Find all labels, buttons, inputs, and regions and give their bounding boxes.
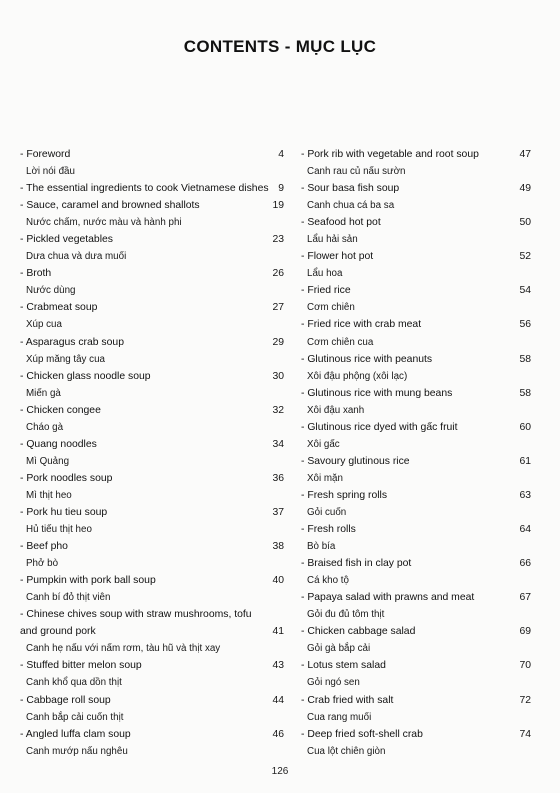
- toc-entry-title: - Broth: [20, 268, 52, 280]
- toc-entry-title: - Pickled vegetables: [20, 234, 113, 246]
- toc-entry-page: 58: [519, 387, 531, 399]
- toc-entry-title: - Seafood hot pot: [301, 217, 381, 229]
- toc-entry-page: 23: [272, 234, 284, 246]
- toc-entry-subtitle: [20, 385, 260, 402]
- toc-entry-subtitle: [301, 197, 531, 214]
- toc-entry-vietnamese: Gỏi đu đủ tôm thịt: [307, 609, 385, 621]
- toc-entry-vietnamese: Nước chấm, nước màu và hành phi: [26, 217, 182, 229]
- toc-entry-page: 29: [272, 336, 284, 348]
- toc-entry-title: - Cabbage roll soup: [20, 694, 111, 706]
- toc-entry-page: 26: [272, 268, 284, 280]
- toc-entry: [20, 180, 284, 197]
- toc-entry-vietnamese: Mì Quảng: [26, 455, 70, 467]
- toc-entry: [301, 180, 531, 197]
- toc-entry-page: 58: [519, 353, 531, 365]
- toc-entry-vietnamese: Xúp măng tây cua: [26, 353, 105, 365]
- toc-entry-subtitle: [20, 709, 260, 726]
- toc-entry-vietnamese: Gỏi gà bắp cải: [307, 643, 371, 655]
- toc-entry-title: - Foreword: [20, 149, 71, 160]
- toc-entry-subtitle: [20, 743, 260, 760]
- toc-entry-title: - Deep fried soft-shell crab: [301, 728, 423, 740]
- toc-entry-page: 52: [519, 251, 531, 263]
- toc-entry-subtitle: [301, 436, 531, 453]
- toc-entry-title: - Angled luffa clam soup: [20, 728, 131, 740]
- toc-entry-subtitle: [301, 504, 531, 521]
- toc-entry-subtitle: [20, 282, 260, 299]
- toc-entry: [301, 555, 531, 572]
- toc-entry-subtitle: [20, 589, 260, 606]
- toc-entry-subtitle: [20, 351, 260, 368]
- toc-entry: [301, 726, 531, 743]
- toc-entry: [301, 351, 531, 368]
- toc-entry-subtitle: [301, 572, 531, 589]
- toc-entry-subtitle: [20, 214, 260, 231]
- toc-entry: [20, 726, 284, 743]
- toc-entry-vietnamese: Mì thịt heo: [26, 489, 72, 501]
- toc-entry-vietnamese: Cua rang muối: [307, 711, 372, 723]
- toc-entry-page: 54: [519, 285, 531, 297]
- toc-entry: [20, 265, 284, 282]
- toc-left-column: [20, 146, 284, 760]
- toc-entry-vietnamese: Canh hẹ nấu với nấm rơm, tàu hũ và thịt xay: [26, 643, 221, 655]
- toc-entry-title: - Asparagus crab soup: [20, 336, 124, 348]
- toc-entry: [301, 623, 531, 640]
- toc-entry-subtitle: [301, 709, 531, 726]
- toc-entry-subtitle: [20, 419, 260, 436]
- toc-entry: [301, 487, 531, 504]
- toc-entry: [301, 453, 531, 470]
- toc-entry: [301, 589, 531, 606]
- toc-entry-title: - Savoury glutinous rice: [301, 455, 410, 467]
- toc-entry-vietnamese: Canh rau củ nấu sườn: [307, 166, 406, 178]
- toc-entry-vietnamese: Xôi mặn: [307, 472, 343, 484]
- toc-entry: [301, 657, 531, 674]
- toc-entry-vietnamese: Cơm chiên: [307, 302, 355, 314]
- toc-entry-title: - Chicken congee: [20, 404, 101, 416]
- toc-entry-page: 49: [519, 183, 531, 195]
- toc-entry-title: - Fried rice with crab meat: [301, 319, 422, 331]
- toc-entry: [20, 146, 284, 163]
- toc-entry-vietnamese: Canh chua cá ba sa: [307, 200, 395, 212]
- toc-entry-title: - Sour basa fish soup: [301, 183, 400, 195]
- toc-entry-subtitle: [20, 521, 260, 538]
- toc-entry-subtitle: [301, 640, 531, 657]
- toc-entry-title: - Chicken cabbage salad: [301, 626, 416, 638]
- toc-entry: [20, 470, 284, 487]
- toc-entry-vietnamese: Canh khổ qua dồn thịt: [26, 677, 122, 689]
- toc-entry-subtitle: [301, 470, 531, 487]
- toc-entry-vietnamese: Lời nói đầu: [26, 166, 75, 178]
- toc-entry: [20, 368, 284, 385]
- toc-entry-subtitle: [20, 453, 260, 470]
- toc-entry-subtitle: [301, 299, 531, 316]
- toc-entry-subtitle: [301, 334, 531, 351]
- toc-entry-page: 36: [272, 472, 284, 484]
- toc-entry-title: - The essential ingredients to cook Vietnamese dishes: [20, 183, 269, 195]
- toc-entry-page: 63: [519, 489, 531, 501]
- toc-entry-title: - Pumpkin with pork ball soup: [20, 575, 156, 587]
- toc-entry-page: 47: [519, 149, 531, 160]
- toc-entry: [20, 538, 284, 555]
- toc-entry-page: 69: [519, 626, 531, 638]
- toc-entry-title: - Pork rib with vegetable and root soup: [301, 149, 479, 160]
- toc-entry: [301, 282, 531, 299]
- toc-entry-page: 19: [272, 200, 284, 212]
- toc-entry-title: - Fresh spring rolls: [301, 489, 388, 501]
- toc-entry: [20, 623, 284, 640]
- toc-entry-page: 9: [278, 183, 284, 195]
- toc-entry-page: 40: [272, 575, 284, 587]
- toc-entry-page: 34: [272, 438, 284, 450]
- toc-entry-vietnamese: Cua lột chiên giòn: [307, 745, 386, 757]
- toc-entry-page: 50: [519, 217, 531, 229]
- page-title: CONTENTS - MỤC LỤC: [183, 37, 377, 56]
- toc-entry: [301, 316, 531, 333]
- toc-entry-title: - Fried rice: [301, 285, 351, 297]
- toc-entry: [20, 299, 284, 316]
- toc-entry-subtitle: [301, 402, 531, 419]
- toc-entry-vietnamese: Cá kho tộ: [307, 575, 349, 587]
- toc-entry-page: 67: [519, 592, 531, 604]
- toc-entry-page: 60: [519, 421, 531, 433]
- toc-entry-page: 27: [272, 302, 284, 314]
- toc-entry-page: 66: [519, 558, 531, 570]
- toc-entry: [20, 657, 284, 674]
- toc-entry-title: - Glutinous rice dyed with gấc fruit: [301, 421, 458, 433]
- toc-entry-subtitle: [301, 606, 531, 623]
- toc-entry-title: - Chinese chives soup with straw mushrooms, tofu: [20, 609, 252, 621]
- page-number: 126: [271, 766, 289, 777]
- toc-entry: [301, 692, 531, 709]
- toc-entry-subtitle: [20, 248, 260, 265]
- toc-entry-subtitle: [301, 743, 531, 760]
- toc-entry-page: 43: [272, 660, 284, 672]
- toc-entry-page: 46: [272, 728, 284, 740]
- toc-entry-vietnamese: Gỏi ngó sen: [307, 677, 360, 689]
- toc-entry-title: - Chicken glass noodle soup: [20, 370, 151, 382]
- toc-entry-vietnamese: Nước dùng: [26, 285, 76, 297]
- toc-entry-title: - Pork noodles soup: [20, 472, 113, 484]
- toc-entry-subtitle: [301, 368, 531, 385]
- toc-entry-vietnamese: Xôi đậu phộng (xôi lạc): [307, 370, 408, 382]
- toc-entry-title: - Fresh rolls: [301, 524, 356, 536]
- toc-entry: [301, 385, 531, 402]
- toc-entry-subtitle: [301, 265, 531, 282]
- toc-entry-vietnamese: Miến gà: [26, 387, 61, 399]
- toc-entry: [301, 521, 531, 538]
- toc-entry-subtitle: [20, 674, 260, 691]
- toc-entry-subtitle: [301, 231, 531, 248]
- toc-entry: [20, 334, 284, 351]
- toc-entry: [301, 146, 531, 163]
- toc-entry: [20, 606, 260, 623]
- toc-entry-page: 61: [519, 455, 531, 467]
- toc-entry-vietnamese: Xôi gấc: [307, 438, 340, 450]
- toc-entry-page: 30: [272, 370, 284, 382]
- toc-entry-subtitle: [20, 640, 260, 657]
- toc-entry-subtitle: [20, 163, 260, 180]
- toc-entry-vietnamese: Bò bía: [307, 541, 336, 553]
- toc-entry-title: - Flower hot pot: [301, 251, 374, 263]
- toc-entry-title: - Sauce, caramel and browned shallots: [20, 200, 200, 212]
- toc-entry: [301, 248, 531, 265]
- toc-entry-vietnamese: Cháo gà: [26, 421, 64, 433]
- toc-entry-title: - Lotus stem salad: [301, 660, 386, 672]
- toc-entry: [20, 436, 284, 453]
- toc-entry-page: 38: [272, 541, 284, 553]
- toc-entry-page: 37: [272, 506, 284, 518]
- toc-entry: [20, 402, 284, 419]
- toc-entry-page: 64: [519, 524, 531, 536]
- toc-entry-title: - Pork hu tieu soup: [20, 506, 108, 518]
- toc-entry-subtitle: [20, 555, 260, 572]
- toc-entry-title: - Papaya salad with prawns and meat: [301, 592, 475, 604]
- toc-entry: [301, 419, 531, 436]
- toc-entry-subtitle: [301, 538, 531, 555]
- toc-entry: [301, 214, 531, 231]
- toc-entry-vietnamese: Hủ tiếu thịt heo: [26, 524, 92, 536]
- toc-entry-title: and ground pork: [20, 626, 96, 638]
- toc-entry-title: - Glutinous rice with peanuts: [301, 353, 433, 365]
- toc-entry-vietnamese: Cơm chiên cua: [307, 336, 374, 348]
- toc-entry-subtitle: [301, 163, 531, 180]
- toc-entry: [20, 692, 284, 709]
- toc-entry-vietnamese: Xôi đậu xanh: [307, 404, 365, 416]
- toc-entry-page: 72: [519, 694, 531, 706]
- toc-entry-vietnamese: Phở bò: [26, 558, 59, 570]
- toc-entry-title: - Crab fried with salt: [301, 694, 394, 706]
- toc-entry-vietnamese: Canh bắp cải cuốn thịt: [26, 711, 124, 723]
- toc-entry-title: - Crabmeat soup: [20, 302, 98, 314]
- toc-entry-page: 56: [519, 319, 531, 331]
- toc-entry-page: 74: [519, 728, 531, 740]
- toc-entry-page: 70: [519, 660, 531, 672]
- toc-entry: [20, 504, 284, 521]
- toc-entry-vietnamese: Lẩu hoa: [307, 268, 343, 280]
- toc-entry-page: 41: [272, 626, 284, 638]
- toc-entry-title: - Beef pho: [20, 541, 68, 553]
- toc-entry-page: 44: [272, 694, 284, 706]
- toc-entry-title: - Glutinous rice with mung beans: [301, 387, 453, 399]
- toc-entry-vietnamese: Xúp cua: [26, 319, 62, 331]
- toc-entry-vietnamese: Canh mướp nấu nghêu: [26, 745, 128, 757]
- toc-entry-subtitle: [20, 487, 260, 504]
- toc-entry: [20, 197, 284, 214]
- toc-entry-page: 4: [278, 149, 284, 160]
- toc-entry-page: 32: [272, 404, 284, 416]
- toc-entry-title: - Stuffed bitter melon soup: [20, 660, 142, 672]
- toc-entry: [20, 231, 284, 248]
- toc-entry: [20, 572, 284, 589]
- toc-entry-vietnamese: Dưa chua và dưa muối: [26, 251, 127, 263]
- toc-entry-subtitle: [20, 316, 260, 333]
- toc-entry-subtitle: [301, 674, 531, 691]
- toc-entry-title: - Quang noodles: [20, 438, 97, 450]
- toc-entry-vietnamese: Lẩu hải sản: [307, 234, 358, 246]
- toc-entry-vietnamese: Gỏi cuốn: [307, 506, 347, 518]
- toc-entry-title: - Braised fish in clay pot: [301, 558, 412, 570]
- toc-entry-vietnamese: Canh bí đỏ thịt viên: [26, 592, 111, 604]
- toc-right-column: [301, 146, 531, 760]
